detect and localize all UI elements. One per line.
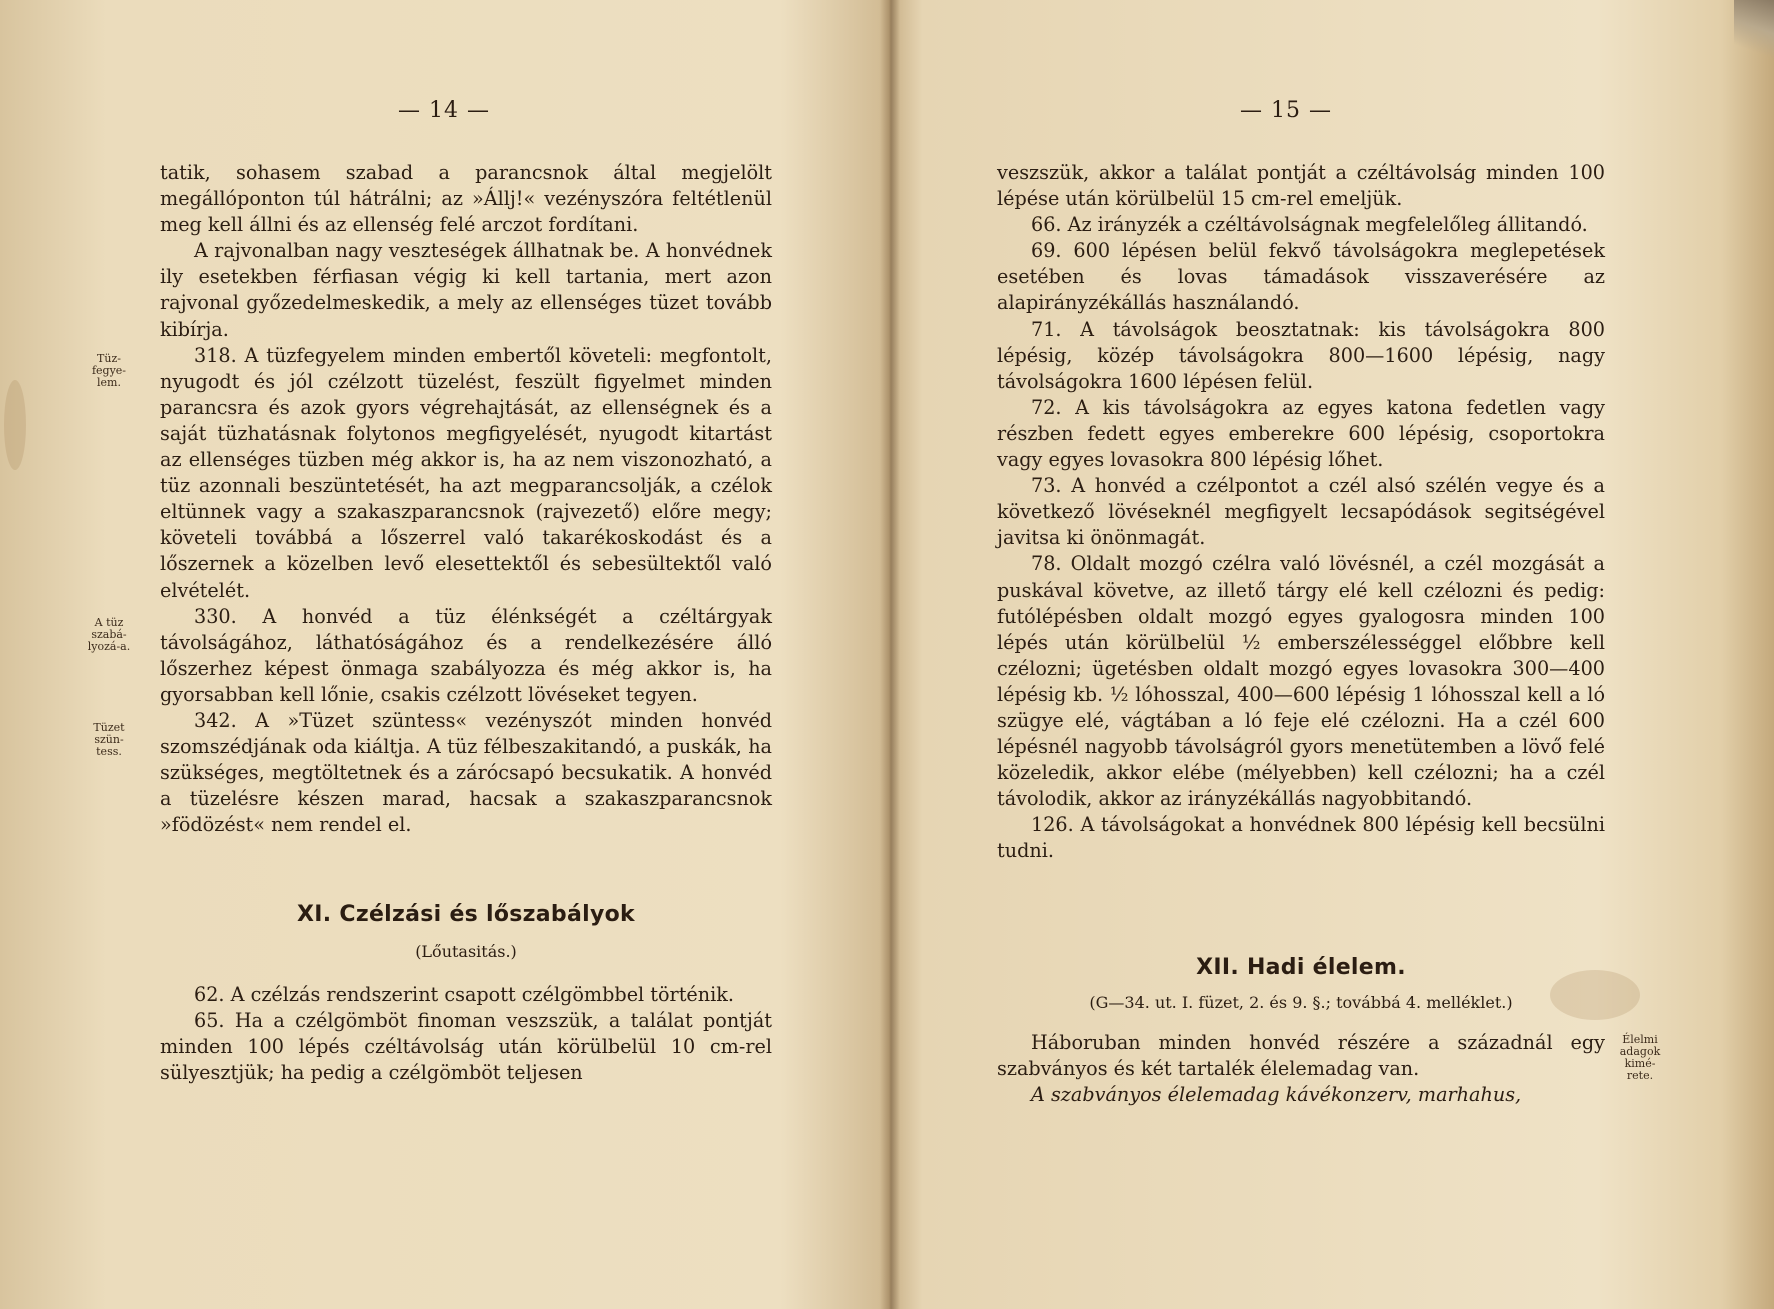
paragraph: 62. A czélzás rendszerint csapott czélgömbbel történik. [194,983,735,1006]
paragraph: 318. A tüzfegyelem minden embertől követeli: megfontolt, nyugodt és jól czélzott tüzelést, feszült figyelmet minden parancsra és azok gyors végrehajtását, az ellenségnek és a saját tüzhatásnak folytonos megfigyelését, nyugodt kitartást az ellenséges tüzben még akkor is, ha az nem viszonozható, a tüz azonnali beszüntetését, ha azt megparancsolják, a czélok eltünnek vagy a szakaszparancsnok (rajvezető) előre megy; követeli továbbá a lőszerrel való takarékoskodást és a lőszernek a közelben levő elesettektől és sebesültektől való elvételét. [160,343,772,602]
paragraph: 66. Az irányzék a czéltávolságnak megfelelőleg állitandó. [1031,213,1588,237]
paragraph: 78. Oldalt mozgó czélra való lövésnél, a czél mozgását a puskával követve, az illető tárgy elé kell czélozni és pedig: futólépésben oldalt mozgó egyes gyalogosra minden 100 lépés után körülbelül ½ emberszélességgel előbbre kell czélozni; ügetésben oldalt mozgó egyes lovasokra 300—400 lépésig kb. ½ lóhosszal, 400—600 lépésig 1 lóhosszal kell a ló szügye elé, vágtában a ló feje elé czélozni. Ha a czél 600 lépésnél nagyobb távolságról gyors menetütemben a lövő felé közeledik, akkor elébe (mélyebben) kell czélozni; ha a czél távolodik, akkor az irányzékállás nagyobbitandó. [997,552,1605,811]
section-title: XI. Czélzási és lőszabályok [297,902,635,927]
paragraph: 126. A távolságokat a honvédnek 800 lépésig kell becsülni tudni. [997,813,1605,863]
paragraph: A szabványos élelemadag kávékonzerv, marhahus, [1031,1083,1522,1107]
margin-note: Tüzet szün- tess. [93,721,125,758]
paragraph: 72. A kis távolságokra az egyes katona fedetlen vagy részben fedett egyes emberekre 600 lépésig, csoportokra vagy egyes lovasokra 800 lépésig lőhet. [997,395,1605,472]
section-title: XII. Hadi élelem. [1196,955,1406,980]
paragraph: 71. A távolságok beosztatnak: kis távolságokra 800 lépésig, közép távolságokra 800—1600 lépésig, nagy távolságokra 1600 lépésen felül. [997,317,1605,393]
right-page [890,0,1774,1309]
paragraph: 330. A honvéd a tüz élénkségét a czéltárgyak távolságához, láthatóságához és a rendelkezésére álló lőszerhez képest önmaga szabályozza és még akkor is, ha gyorsabban kell lőnie, csakis czélzott lövéseket tegyen. [160,604,772,706]
margin-note: Tüz- fegye- lem. [91,352,127,389]
paragraph: 73. A honvéd a czélpontot a czél alsó szélén vegye és a következő lövéseknél megfigyelt lecsapódások segitségével javitsa ki önönmagát. [997,474,1605,550]
left-body-top [160,160,772,838]
paragraph: tatik, sohasem szabad a parancsnok által megjelölt megállóponton túl hátrálni; az »Állj!« vezényszóra feltétlenül meg kell állni és az ellenség felé arczot fordítani. [160,161,772,237]
page-number: — 15 — [1240,98,1332,123]
right-body-top [997,160,1605,865]
paragraph: 69. 600 lépésen belül fekvő távolságokra meglepetések esetében és lovas támadások visszaverésére az alapirányzékállás használandó. [997,239,1605,315]
page-number: — 14 — [398,98,490,123]
right-body-bottom [997,1030,1605,1108]
section-subtitle: (Lőutasitás.) [415,942,517,961]
margin-note: Élelmi adagok kimé- rete. [1619,1033,1661,1082]
paragraph: Háboruban minden honvéd részére a századnál egy szabványos és két tartalék élelemadag van. [997,1031,1605,1081]
paragraph: veszszük, akkor a találat pontját a czéltávolság minden 100 lépése után körülbelül 15 cm-rel emeljük. [997,161,1605,211]
section-subtitle: (G—34. ut. I. füzet, 2. és 9. §.; továbbá 4. melléklet.) [1089,993,1513,1012]
paragraph: A rajvonalban nagy veszteségek állhatnak be. A honvédnek ily esetekben férfiasan végig ki kell tartania, mert azon rajvonal győzedelmeskedik, a mely az ellenséges tüzet tovább kibírja. [160,239,772,341]
paragraph: 342. A »Tüzet szüntess« vezényszót minden honvéd szomszédjának oda kiáltja. A tüz félbeszakitandó, a puskák, ha szükséges, megtöltetnek és a zárócsapó becsukatik. A honvéd a tüzelésre készen marad, hacsak a szakaszparancsnok »födözést« nem rendel el. [160,708,772,837]
paragraph: 65. Ha a czélgömböt finoman veszszük, a találat pontját minden 100 lépés czéltávolság után körülbelül 10 cm-rel sülyesztjük; ha pedig a czélgömböt teljesen [160,1009,772,1085]
left-body-bottom [160,982,772,1086]
margin-note: A tüz szabá- lyozá-a. [87,616,131,653]
